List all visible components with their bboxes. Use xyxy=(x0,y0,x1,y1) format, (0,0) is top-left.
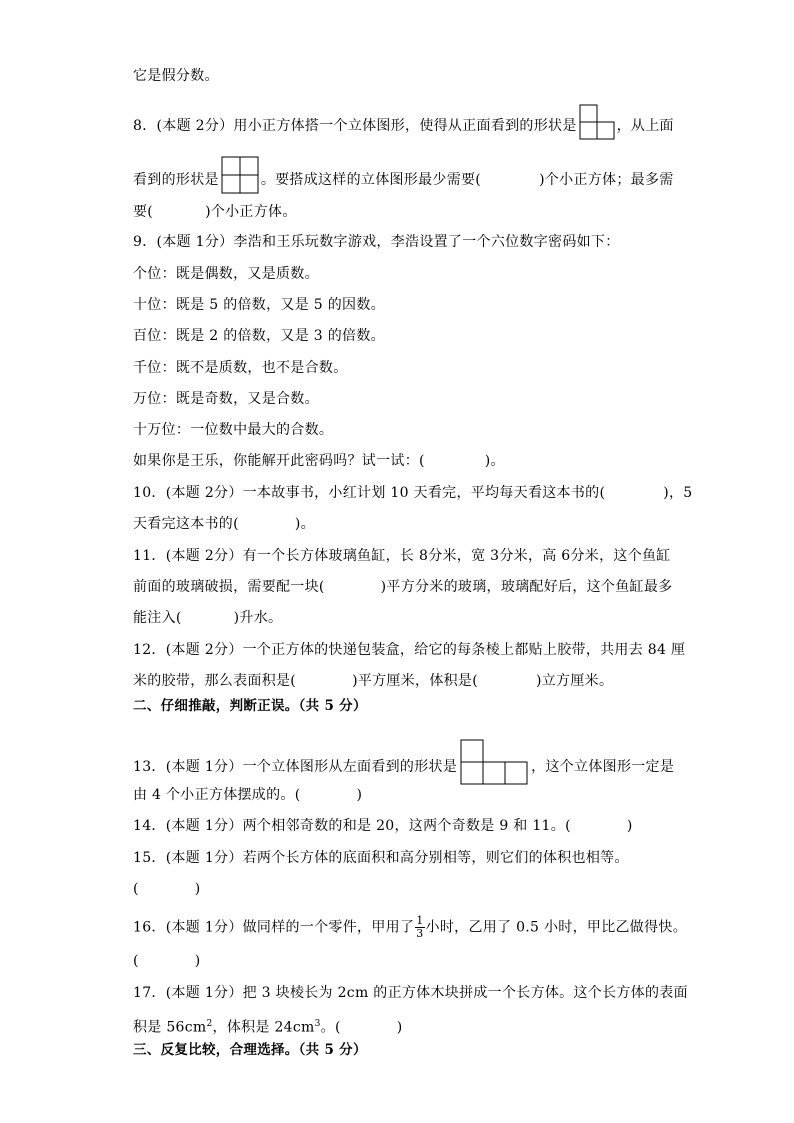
q8-text-d: 。要搭成这样的立体图形最少需要( xyxy=(260,172,482,188)
q9-ones: 个位：既是偶数，又是质数。 xyxy=(133,266,319,282)
q11-line1: 11．(本题 2分）有一个长方体玻璃鱼缸，长 8分米，宽 3分米，高 6分米，这个鱼缸 xyxy=(133,548,671,564)
q10-text-c: 天看完这本书的( xyxy=(133,516,239,532)
q16-text-a: 16．(本题 1分）做同样的一个零件，甲用了 xyxy=(133,919,415,936)
q9-ask-b: )。 xyxy=(484,453,505,469)
q12-text-d: )立方厘米。 xyxy=(536,673,614,689)
q9-tens: 十位：既是 5 的倍数，又是 5 的因数。 xyxy=(133,297,385,313)
q12-line2 xyxy=(133,671,613,691)
q16-text-d: ) xyxy=(194,953,201,969)
q16-text-b: 小时，乙用了 0.5 小时，甲比乙做得快。 xyxy=(425,919,688,936)
q11-text-d: 能注入( xyxy=(133,610,182,626)
q8-line3 xyxy=(133,202,297,222)
q17-line2 xyxy=(133,1014,402,1038)
q9-ask-a: 如果你是王乐，你能解开此密码吗？试一试：( xyxy=(133,453,425,469)
q8-text-e: )个小正方体；最多需 xyxy=(539,172,674,188)
q10-line2 xyxy=(133,514,315,534)
fraction-numerator: 1 xyxy=(416,914,424,927)
q16-text-c: ( xyxy=(133,953,139,969)
q11-text-c: )平方分米的玻璃，玻璃配好后，这个鱼缸最多 xyxy=(380,579,673,595)
q8-text-a: 8．(本题 2分）用小正方体搭一个立体图形，使得从正面看到的形状是 xyxy=(133,118,577,134)
q9-thousands: 千位：既不是质数，也不是合数。 xyxy=(133,360,348,376)
q16-line1 xyxy=(133,915,687,940)
q13-text-b: ，这个立体图形一定是 xyxy=(531,759,675,775)
q13-text-d: ) xyxy=(356,787,363,803)
q9-intro: 9．(本题 1分）李浩和王乐玩数字游戏，李浩设置了一个六位数字密码如下： xyxy=(133,234,620,250)
q12-line1: 12．(本题 2分）一个正方体的快递包装盒，给它的每条棱上都贴上胶带，共用去 84 厘 xyxy=(133,642,686,658)
q15-text-b: ( xyxy=(133,881,139,897)
q8-text-b: ，从上面 xyxy=(616,118,674,134)
q12-text-c: )平方厘米，体积是( xyxy=(352,673,478,689)
q15-text-c: ) xyxy=(194,881,201,897)
q9-hundred-thousands: 十万位：一位数中最大的合数。 xyxy=(133,422,334,438)
q17-text-d: 。( xyxy=(320,1019,341,1036)
q11-line3 xyxy=(133,608,282,628)
q13-text-a: 13．(本题 1分）一个立体图形从左面看到的形状是 xyxy=(133,759,458,775)
q8-text-c: 看到的形状是 xyxy=(133,172,219,188)
q11-text-e: )升水。 xyxy=(233,610,283,626)
q8-line2 xyxy=(133,156,674,194)
q11-text-b: 前面的玻璃破损，需要配一块( xyxy=(133,579,325,595)
q17-line1: 17．(本题 1分）把 3 块棱长为 2cm 的正方体木块拼成一个长方体。这个长方体的表面 xyxy=(133,985,688,1001)
front-view-figure xyxy=(579,104,615,140)
q17-text-c: ，体积是 24cm xyxy=(212,1019,315,1036)
q9-ask xyxy=(133,451,505,471)
q17-sup-squared: 2 xyxy=(206,1019,213,1029)
section-3-heading: 三、反复比较，合理选择。（共 5 分） xyxy=(133,1042,367,1058)
left-view-figure xyxy=(460,739,528,785)
q10-text-a: 10．(本题 2分）一本故事书，小红计划 10 天看完，平均每天看这本书的( xyxy=(133,485,606,501)
q13-text-c: 由 4 个小正方体摆成的。( xyxy=(133,787,301,803)
q13-line1 xyxy=(133,739,674,785)
q10-text-d: )。 xyxy=(294,516,315,532)
q8-line1 xyxy=(133,104,674,140)
q11-line2 xyxy=(133,577,672,597)
q16-line2 xyxy=(133,951,201,971)
q7-continuation: 它是假分数。 xyxy=(133,68,219,84)
q17-text-b: 积是 56cm xyxy=(133,1019,207,1036)
q9-ten-thousands: 万位：既是奇数，又是合数。 xyxy=(133,391,319,407)
q10-text-b: )，5 xyxy=(663,485,693,501)
q14-text-a: 14．(本题 1分）两个相邻奇数的和是 20，这两个奇数是 9 和 11。( xyxy=(133,818,571,834)
q13-line2 xyxy=(133,785,362,805)
q17-text-e: ) xyxy=(396,1019,403,1036)
section-2-heading: 二、仔细推敲，判断正误。（共 5 分） xyxy=(133,698,367,714)
fraction-denominator: 3 xyxy=(416,927,424,940)
q8-text-g: )个小正方体。 xyxy=(205,204,297,220)
q10-line1 xyxy=(133,483,693,503)
q15-line1: 15．(本题 1分）若两个长方体的底面积和高分别相等，则它们的体积也相等。 xyxy=(133,850,629,866)
top-view-figure xyxy=(221,156,259,194)
q14-text-b: ) xyxy=(626,818,633,834)
q8-text-f: 要( xyxy=(133,204,154,220)
q17-sup-cubed: 3 xyxy=(314,1019,321,1029)
q9-hundreds: 百位：既是 2 的倍数，又是 3 的倍数。 xyxy=(133,328,385,344)
q15-line2 xyxy=(133,879,201,899)
q14-line xyxy=(133,816,633,836)
q12-text-b: 米的胶带，那么表面积是( xyxy=(133,673,297,689)
fraction-one-third xyxy=(415,915,424,940)
